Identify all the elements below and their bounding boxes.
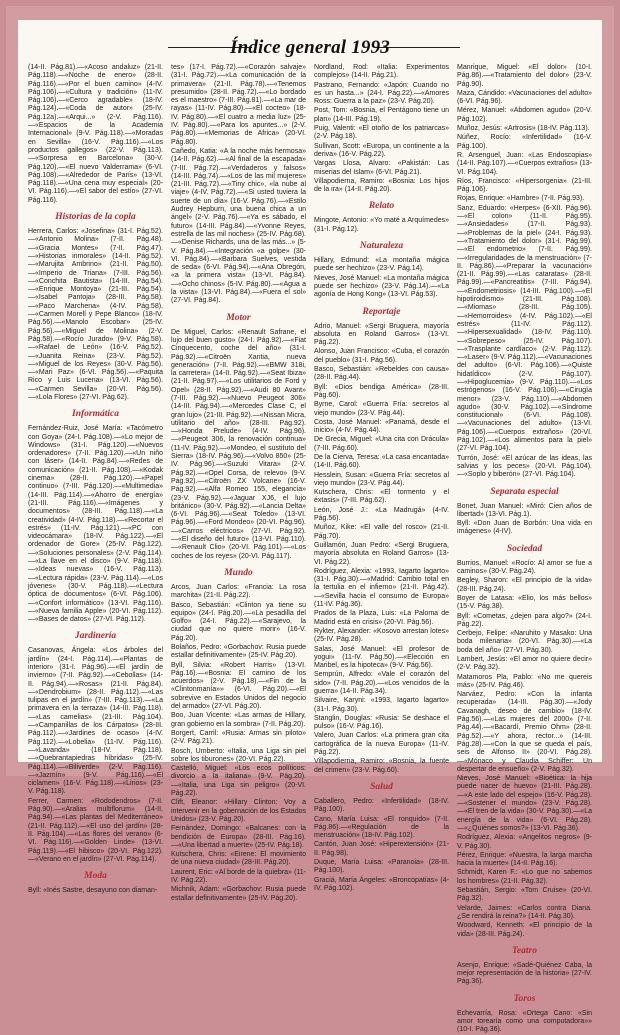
section-heading: Naturaleza bbox=[359, 241, 404, 252]
index-entry: Turrón, José: «El azúcar de las ideas, las salvias y los peces» (20-VI. Pág.104).—«Soplo y biberón» (27-VI. Pág.104). bbox=[457, 454, 592, 479]
section-heading: Jardinería bbox=[74, 631, 117, 642]
section-heading: Reportaje bbox=[362, 306, 401, 317]
index-entry: Pérez, Enrique: «Nuestra, la larga marcha hacia la muerte» (14-II. Pág.16). bbox=[457, 851, 592, 868]
index-entry: Puig, Valenti: «El otoño de los patriarcas» (2-V. Pág.18). bbox=[314, 125, 449, 141]
index-entry: Asenjo, Enrique: «Sadé-Quiénez Caba, la mejor representación de la historia» (27-IV. Pág.36). bbox=[457, 961, 592, 986]
index-entry: Costa, José Manuel: «Panamá, desde el inicio» (4-IV. Pág.44). bbox=[314, 418, 449, 435]
index-entry: Byrne, Carol: «Guerra Fría: secretos al viejo mundo» (23-V. Pág.44). bbox=[314, 401, 449, 417]
index-entry: Castelló, Miguel: «Los ecos políticos: divorcio a la italiana» (9-V. Pág.20).—«Italia, una Liga sin peligro» (20-VI. Pág.22). bbox=[171, 765, 306, 798]
section-heading: Sociedad bbox=[506, 543, 543, 554]
index-entry: Ferrer, Carmen: «Rododendros» (7-II. Pág.90).—«Aralias multiflorum» (14-II. Pág.94).—«Las plantas del Mediterráneo» (21-II. Pág.112).—«El uso del jardín» (28-II. Pág.104).—«Las flores del verano» (6-VI. Pág.116).—«Golden Linde» (13-VI. Pág.119).—«El hibisco» (20-VI. Pág.122).—«Verano en el jardín» (27-VI. Pág.114). bbox=[28, 797, 163, 863]
index-entry: Rodríguez, Alexia: «1993, Iagarto lagarto» (31-I. Pág.30).—«Madrid: Cambio total en la tertulia en el infierno» (21-II. Pág.42).—«Sevilla hacia el consumo de Europa» (11-IV. Pág.36). bbox=[314, 567, 449, 609]
index-entry: Begley, Sharon: «El principio de la vida» (28-III. Pág.24). bbox=[457, 577, 592, 593]
index-entry: Villapodierna, Ramiro: «Bosnia, la fuente del crimen» (23-V. Pág.60). bbox=[314, 758, 449, 774]
index-entry: Woodward, Kenneth: «El principio de la vida» (28-III. Pág.24). bbox=[457, 922, 592, 938]
index-entry: De la Cierva, Teresa: «La casa encantada» (14-II. Pág.60). bbox=[314, 453, 449, 470]
index-entry: Michnik, Adam: «Gorbachov: Rusia puede estallar definitivamente» (25-IV. Pág.20). bbox=[171, 886, 306, 902]
index-entry: Byll: «Cometas, ¿dejen para algo?» (24-I. Pág.22). bbox=[457, 612, 592, 628]
section-heading: Salud bbox=[370, 781, 393, 792]
index-entry: Basco, Sebastián: «Rebeldes con causa» (28-II. Pág.44). bbox=[314, 366, 449, 382]
index-entry: Clift, Eleanor: «Hillary Clinton: Voy a intervenir en la gobernación de los Estados Unidos» (23-V. Pág.20). bbox=[171, 799, 306, 823]
index-entry: Semprún, Alfredo: «Vale el corazón del sido» (7-II. Pág.20).—«Los vencidos de la guerra» (14-II. Pág.34). bbox=[314, 671, 449, 695]
index-entry: De Grecia, Miguel: «Una cita con Drácula» (7-III. Pág.60). bbox=[314, 436, 449, 452]
index-entry: Fernández-Ruiz, José María: «Tacómetro con Goya» (24-I. Pág.108).—«Lo mejor de Windows» (31-I. Pág.120).—«Nuevos ordenadores» (7-II. Pág.120).—«Un niño con láser» (14-II. Pág.84).—«Redes de comunicación» (21-II. Pág.108).—«Kodak cinema» (28-II. Pág.120).—«Papel continuo» (7-III. Pág.120).—«Multimedia» (14-III. Pág.114).—«Ahorro de energía» (21-III. Pág.116).—«Imágenes y documentos» (28-III. Pág.118).—«La creatividad» (4-IV. Pág.118).—«Recortar el estrés» (11-IV. Pág.121).—«PC con videocámara» (18-IV. Pág.122).—«El ordenador de Gore» (25-IV. Pág.122).—«Soluciones personales» (2-V. Pág.114).—«La llave en el disco» (9-V. Pág.118).—«Ideas nuevas» (16-V. Pág.113).—«Lectura rápida» (23-V. Pág.114).—«Los jóvenes» (30-V. Pág.118).—«Lectura óptica de documentos» (6-VI. Pág.106).—«Confort informático» (13-VI. Pág.116).—«Nueva familia Apple» (20-VI. Pág.112).—«Bases de datos» (27-VI. Pág.112). bbox=[28, 425, 163, 624]
index-entry: Herrera, Carlos: «Josefina» (31-I. Pág.52).—«Antonio Molina» (7-II. Pág.48).—«Gracia Montes» (7-II. Pág.47).—«Historias inmorales» (14-II. Pág.52).—«Marujita Ambrino» (21-II. Pág.50).—«Imperio de Triana» (7-III. Pág.56).—«Conchita Bautista» (14-III. Pág.54).—«Enrique Montoya» (21-III. Pág.54).—«Isabel Pantoja» (28-III. Pág.58).—«Paco Marchena» (4-IV. Pág.58).—«Carmen Morell y Pepe Blanco» (18-IV. Pág.56).—«Manolo Escobar» (25-IV. Pág.56).—«Miguel de Molina» (2-V. Pág.58).—«Rocío Jurado» (9-V. Pág.58).—«Rafael de León» (16-V. Pág.52).—«Juanita Reina» (23-V. Pág.52).—«Miguel de los Reyes» (30-V. Pág.56).—«Mari Paz» (6-VI. Pág.56).—«Paquita Rico y Luis Lucena» (13-VI. Pág.56).—«Carmen Sevilla» (20-VI. Pág.56).—«Lola Flores» (27-VI. Pág.62). bbox=[28, 228, 163, 401]
index-entry: Arcos, Juan Carlos: «Francia: La rosa marchita» (21-II. Pág.22). bbox=[171, 583, 306, 600]
index-entry: Sullivan, Scott: «Europa, un continente a la deriva» (16-V. Pág.22). bbox=[314, 142, 449, 158]
index-column-3 bbox=[314, 64, 449, 892]
section-heading: Relato bbox=[368, 201, 395, 212]
index-entry: De Miguel, Carlos: «Renault Safrane, el lujo del buen gusto» (24-I. Pág.92).—«Fiat Cinquecento, coche del año» (31-I. Pág.92).—«Citroën Xantia, nueva generación» (7-II. Pág.92).—«BMW 318i, la carretera» (14-II. Pág.92).—«Seat Ibiza» (21-II. Pág.97).—«Los utilitarios de Ford y Opel» (28-II. Pág.92).—«Audi 80 Avant» (7-III. Pág.92).—«Nuevo Peugeot 306» (14-III. Pág.94).—«Mercedes Clase C, el gran lujo» (21-III. Pág.92).—«Nissan Micra, utilitario del año» (28-III. Pág.92).—«Honda Prelude» (4-IV. Pág.96).—«Peugeot 306, la renovación continua» (11-IV. Pág.92).—«Mondeo, el sustituto del Sierra» (18-IV. Pág.96).—«Volvo 850» (25-IV. Pág.96).—«Suzuki Vitara» (2-V. Pág.92).—«Opel Corsa, de relevo» (9-V. Pág.92).—«Citroën ZX Volcane» (16-V. Pág.92).—«Alfa Romeo 155, elegancia» (23-V. Pág.92).—«Jaguar XJ6, el lujo británico» (30-V. Pág.92).—«Lancia Delta» (6-VI. Pág.96).—«Seat Toledo» (13-VI. Pág.96).—«Ford Mondeo» (20-VI. Pág.96).—«Carros eléctricos» (27-VI. Pág.92).—«El diseño del futuro» (13-VI. Pág.110).—«Renault Clio» (20-VI. Pág.101).—«Los coches de los reyes» (20-VI. Pág.117). bbox=[171, 328, 306, 560]
index-entry: R. Arsenguel, Juan: «Las Endoscopias» (14-II. Pág.107).—«Cuerpos extraños» (13-VI. Pág.104). bbox=[457, 151, 593, 176]
index-entry: Pastrano, Fernando: «Japón: Cuando no es un hasta...» (24-I. Pág.22).—«Amores Ross: Guerra a la paz» (23-V. Pág.20). bbox=[314, 81, 449, 106]
index-entry: Kutschera, Chris: «El tormento y el éxtasis» (7-III. Pág.62). bbox=[314, 489, 449, 505]
index-entry: Graciá, María Ángeles: «Broncopatías» (4-IV. Pág.102). bbox=[314, 876, 449, 892]
index-entry: Velarde, Jaimes: «Carlos contra Diana. ¿Se rendirá la reina?» (14-II. Pág.30). bbox=[457, 904, 592, 920]
index-entry: Casanovas, Ángela: «Los árboles del jardín» (24-I. Pág.114).—«Plantas de interior» (31-I. Pág.96).—«El jardín de invierno» (7-II. Pág.92).—«Cebollas» (14-II. Pág.94).—«Rosas» (21-II. Pág.84).—«Dendrobium» (28-II. Pág.112).—«Las tulipas en el jardín» (7-III. Pág.113).—«La primavera en la terraza» (14-III. Pág.118).—«Las camelias» (21-III. Pág.104).—«Campanillas de los Cárpatos» (28-III. Pág.112).—«Jardines de ocaso» (4-IV. Pág.112).—«Lobelia» (11-IV. Pág.116).—«Lavanda» (18-IV. Pág.118).—«Quebrantapiedras híbridas» (25-IV. Pág.114).—«Biliverde» (2-V. Pág.116).—«Jazmín» (9-V. Pág.116).—«El ciclamen» (16-V. Pág.118).—«Lirios» (23-V. Pág.118). bbox=[28, 647, 163, 796]
index-entry: (14-II. Pág.81).—«Acoso andaluz» (21-II. Pág.118).—«Noche de enero» (28-II. Pág.116).—«Por el buen camino» (4-IV. Pág.106).—«Cultura y tradición» (11-IV. Pág.106).—«Cerco agradable» (18-IV. Pág.124).—«Coda de autor» (25-IV. Pág.12a).—«Arqui...» (2-V. Pág.116).—«Espacios de la Academia Internacional» (9-V. Pág.118).—«Moradas en Sevilla» (16-V. Pág.116).—«Los productos gallegos» (22-V. Pág.113).—«Sorpresa en Barcelona» (30-V. Pág.120).—«El nuevo Valderrama» (6-VI. Pág.108).—«Alrededor de París» (13-VI. Pág.118).—«Una cena muy especial» (20-VI. Pág.116).—«El sabor del estío» (27-VI. Pág.116). bbox=[28, 64, 163, 204]
index-entry: Ríos, Francisco: «Hipersorgenia» (21-III. Pág.106). bbox=[457, 177, 592, 194]
index-entry: Nieves, José Manuel: «La montaña mágica puede ser hechizo» (23-V. Pág.14).—«La agonía de Hong Kong» (13-VI. Pág.53). bbox=[314, 274, 449, 299]
index-entry: Byll, Silvia: «Robert Harris» (13-VI. Pág.16).—«Bosnia: El camino de los acuerdos» (2-V. Pág.18).—«Fin de la «Clintonmanía»» (6-VI. Pág.20).—«El sobrevive en Estados Unidos del negocio del armado» (27-VI. Pág.20). bbox=[171, 661, 306, 711]
index-entry: Villapodierna, Ramiro: «Bosnia: Los hijos de la ira» (14-II. Pág.20). bbox=[314, 177, 449, 194]
index-entry: Bonet, Juan Manuel: «Miró: Cien años de libertad» (13-VI. Pág.1). bbox=[457, 502, 592, 518]
index-entry: Cano, María Luisa: «El ronquido» (7-II. Pág.86).—«Regulación de la menstruación» (18-IV. Pág.102). bbox=[314, 815, 449, 840]
index-entry: Manrique, Miguel: «El dolor» (10-I. Pág.86).—«Tratamiento del dolor» (23-V. Pág.90). bbox=[457, 64, 592, 88]
section-heading: Separata especial bbox=[490, 486, 559, 497]
index-columns bbox=[28, 64, 594, 1034]
index-entry: Cantón, Juan José: «Hiperextensión» (21-II. Pág.98). bbox=[314, 841, 449, 857]
index-entry: Fernández, Domingo: «Balcanes: con la bendición de Europa» (28-III. Pág.16).—«Una libertad a muerte» (25-IV. Pág.18). bbox=[171, 825, 306, 849]
index-entry: Muñoz, Jesús: «Artrosis» (18-IV. Pág.113). bbox=[457, 125, 590, 133]
index-entry: Nieves, José Manuel: «Bioética: la hija puede nacer de huevo» (21-III. Pág.28).—«A este lado del espejo» (16-V. Pág.28).—«Sostener el mundo» (23-V. Pág.28).—«El tren de la vida» (30-V. Pág.30).—«La energía de la vida» (6-VI. Pág.28).—«¿Quiénes somos?» (13-VI. Pág.36). bbox=[457, 775, 592, 832]
index-entry: Cerbejo, Felipe: «Naruhito y Masako: Una boda milenaria» (20-VI. Pág.30).—«La boda del año» (27-VI. Pág.30). bbox=[457, 630, 592, 654]
index-entry: Schmidt, Karen F.: «Lo que no sabemos los hombres» (21-II. Pág.32). bbox=[457, 869, 592, 885]
index-entry: Mingote, Antonio: «Yo maté a Arquímedes» (31-I. Pág.12). bbox=[314, 217, 449, 233]
index-entry: Rodríguez, Alexia: «Angelitos negros» (9-V. Pág.30). bbox=[457, 834, 592, 850]
index-entry: Lambert, Jesús: «El amor no quiere decir» (2-V. Pág.32). bbox=[457, 656, 592, 672]
index-entry: Hillary, Edmund: «La montaña mágica puede ser hechizo» (23-V. Pág.14). bbox=[314, 257, 449, 273]
index-entry: Boyer de Latasa: «Elio, los más bellos» (15-V. Pág.38). bbox=[457, 594, 592, 611]
index-entry: Rojas, Enrique: «Hambre» (7-II. Pág.93). bbox=[457, 195, 585, 203]
index-entry: Valero, Juan Carlos: «La primera gran cita cartográfica de la nueva Europa» (11-IV. Pág.22). bbox=[314, 732, 449, 757]
index-column-1 bbox=[28, 64, 163, 895]
index-entry: Boo, Juan Vicente: «Las armas de Hillary, gran gobierno en la sombra» (7-II. Pág.20). bbox=[171, 712, 306, 728]
index-entry: Post, Tom: «Bosnia, el Pentágono tiene un plan» (14-III. Pág.19). bbox=[314, 107, 449, 123]
index-entry: Guillamón, Juan Pedro: «Sergi Bruguera, mayoría absoluta en Roland Garros» (13-VI. Pág.22). bbox=[314, 541, 449, 566]
index-entry: Cañedo, Katia: «A la noche más hermosa» (14-II. Pág.62).—«Al final de la escapada» (7-III. Pág.72).—«Verdaderos y falsos» (14-III. Pág.74).—«Los de las mil mujeres» (21-III. Pág.72).—«Tiny chic», «la nube al viaje» (4-IV. Pág.72).—«Si usted tuviera la suerte de un día» (16-V. Pág.76).—«Estilo Audrey Hepburn, una buena chica a un ángel» (2-V. Pág.76).—«Ya es sábado, el futuro» (14-III. Pág.84).—«Yvonne Reyes, estrella de las mil noches» (25-IV. Pág.68).—«Denise Richards, una de las más...» (5-V. Pág.84).—«Integración «a golpe» (30-VI. Pág.84).—«Barbara Suelves, vestida de seda» (6-VI. Pág.94).—«Ana Obregón, «a la primera vista» (13-VI. Pág.84).—«Ocho chinos» (5-IV. Pág.80).—«Agua a la vista» (13-VI. Pág.84).—«Fuera el sol» (27-VI. Pág.84). bbox=[171, 147, 306, 305]
index-entry: Caballero, Pedro: «Infertilidad» (18-IV. Pág.100). bbox=[314, 797, 449, 814]
index-entry: Byll: «Don Juan de Borbón: Una vida en imágenes» (4-IV). bbox=[457, 520, 592, 536]
index-entry: Bosch, Umberto: «Italia, una Liga sin piel sobre los tiburones» (20-VI. Pág.22). bbox=[171, 747, 306, 763]
index-column-2 bbox=[171, 64, 307, 902]
section-heading: Toros bbox=[513, 993, 536, 1004]
index-entry: Bolaños, Pedro: «Gorbachov: Rusia puede estallar definitivamente» (25-IV. Pág.20). bbox=[171, 644, 306, 660]
index-entry: Nordland, Rod: «Italia: Experimentos complejos» (14-II. Pág.21). bbox=[314, 64, 449, 80]
index-entry: Maza, Cándido: «Vacunaciones del adulto» (6-VI. Pág.96). bbox=[457, 89, 592, 106]
index-entry: Burrios, Manuel: «Rocío: Al amor se fue a caminos» (30-V. Pág.24). bbox=[457, 559, 592, 576]
section-heading: Teatro bbox=[512, 945, 537, 956]
index-entry: Vargas Llosa, Alvaro: «Pakistán: Las miserias del Islam» (6-VI. Pág.21). bbox=[314, 160, 449, 176]
index-entry: Prados de la Plaza, Luis: «La Paloma de Madrid está en crisis» (20-VI. Pág.56). bbox=[314, 610, 449, 626]
page-title: Índice general 1993 bbox=[229, 37, 390, 58]
index-entry: Echevarría, Rosa: «Ortega Cano: «Sin amor torearía como una computadora»» (10-I. Pág.36). bbox=[457, 1009, 592, 1034]
index-entry: Stanglin, Douglas: «Rusia: Se deshace el pulso» (16-V. Pág.16). bbox=[314, 714, 449, 731]
index-entry: Muñoz, Kike: «El valle del rosco» (21-II. Pág.70). bbox=[314, 524, 449, 540]
section-heading: Historias de la copla bbox=[55, 212, 136, 223]
section-heading: Informática bbox=[72, 409, 119, 420]
index-entry: Sebastián, Sergio: «Tom Cruise» (20-VI. Pág.32). bbox=[457, 887, 592, 903]
index-entry: Hesslein, Susan: «Guerra Fría: secretos al viejo mundo» (23-V. Pág.44). bbox=[314, 471, 449, 487]
index-entry: Byll: «Inés Sastre, desayuno con diaman- bbox=[28, 887, 158, 895]
index-entry: Laurent, Eric: «Al borde de la quiebra» (11-IV. Pág.22). bbox=[171, 868, 306, 885]
index-entry: Silvaire, Karyni: «1993, Iagarto lagarto» (31-I. Pág.30). bbox=[314, 697, 449, 713]
index-entry: Núñez, Rocío: «Infertilidad» (16-V. Pág.100). bbox=[457, 134, 592, 150]
index-entry: León, José J.: «La Madrugá» (4-IV. Pág.56). bbox=[314, 506, 449, 523]
section-heading: Moda bbox=[84, 871, 107, 882]
index-page bbox=[18, 20, 602, 1034]
section-heading: Mundo bbox=[224, 567, 253, 578]
index-entry: Mérez, Manuel: «Abdomen agudo» (20-V. Pág.102). bbox=[457, 107, 592, 123]
index-entry: Duque, María Luisa: «Paranoia» (28-III. Pág.100). bbox=[314, 859, 449, 875]
index-column-4 bbox=[457, 64, 593, 1034]
index-entry: Byll: «Dios bendiga América» (28-III. Pág.60). bbox=[314, 383, 449, 399]
index-entry: Matamoros Pla, Pablo: «No me quereis más» (25-IV. Pág.46). bbox=[457, 673, 592, 689]
index-entry: Alonso, Juan Francisco: «Cuba, el corazón del pueblo» (31-I. Pág.56). bbox=[314, 348, 449, 364]
index-entry: Adrio, Manuel: «Sergi Bruguera, mayoría absoluta en Roland Garros» (13-VI. Pág.22). bbox=[314, 322, 449, 347]
index-entry: Basco, Sebastián: «Clinton ya tiene su equipo» (24-I. Pág.20).—«La pesadilla del Golfo» (24-I. Pág.22).—«Sarajevo, la ciudad que no quiere morir» (16-V. Pág.20). bbox=[171, 601, 306, 642]
index-entry: Borgert, Carril: «Rusia: Armas sin piloto» (2-V. Pág.21). bbox=[171, 729, 306, 746]
index-entry: Rykter, Alexander: «Kosovo arrestan lotes» (25-IV. Pág.28). bbox=[314, 627, 449, 644]
index-entry: Sanz, Eduardo: «Herpes» (6-XII. Pág.96).—«El colon» (11-II. Pág.95).—«Ansiedades» (17-II. Pág.93).—«Problemas de la piel» (24-I. Pág.93).—«Tratamiento del dolor» (31-I. Pág.99).—«El endometrio» (7-II. Pág.99).—«Irregularidades de la menstruación» (7-II. Pág.86).—«Preparar la vacunación» (21-II. Pág.99).—«Las cataratas» (28-II. Pág.99).—«Pancreatitis» (7-III. Pág.94).—«Endometriosis» (14-III. Pág.100).—«El hipotiroidismo» (21-III. Pág.108).—«Miomas» (28-III. Pág.105).—«Hemorroides» (4-IV. Pág.102).—«El estrés» (11-IV. Pág.112).—«Hipersexualidad» (18-IV. Pág.110).—«Sobrepeso» (25-IV. Pág.107).—«Trasplante cardíaco» (2-V. Pág.112).—«Laser» (9-V. Pág.112).—«Vacunaciones del adulto» (6-VI. Pág.106).—«Quiste hidatídico» (2-V. Pág.107).—«Hipoglucemia» (9-V. Pág.110).—«Los estrógenos» (16-V. Pág.106).—«Cirugía menor» (23-V. Pág.110).—«Abdomen agudo» (30-V. Pág.102).—«Síndrome constitucional» (6-VI. Pág.108).—«Vacunaciones del adulto» (13-VI. Pág.106).—«Cuerpos extraños» (20-VI. Pág.102).—«Los alimentos para la piel» (27-VI. Pág.104). bbox=[457, 204, 592, 453]
index-entry: Kutschera, Chris: «Eirene: El movimiento de una nueva ciudad» (28-III. Pág.20). bbox=[171, 851, 306, 867]
index-entry: tes» (17-I. Pág.72).—«Corazón salvaje» (31-I. Pág.72).—«La comunicación de la primavera» (21-II. Pág.78).—«Tenemos presumido» (28-II. Pág.72).—«Lo bordado es el maestro» (7-III. Pág.81).—«La mar de rayas» (11-IV. Pág.80).—«El cocteo» (18-IV. Pág.80).—«El cuatro a media luz» (25-IV. Pág.80).—«Para los apuntes...» (2-V. Pág.80).—«Memorias de Africa» (20-VI. Pág.80). bbox=[171, 64, 307, 146]
index-entry: Narváez, Pedro: «Con la infanta recuperada» (14-III. Pág.30).—«Jody Cavanagh, deseo de cambio» (18-IV. Pág.56).—«Las mujeres del 2000» (7-II. Pág.44).—«Bacardí, Premio Ohm» (28-II. Pág.52).—«Y ahora, rector...» (14-III. Pág.28).—«Con la que se queda el país, seis de Alfonso II» (20-VI. Pág.28).—«Mónaco y Claudia Schiffer: Un despertar de ensueño» (2-V. Pág.32). bbox=[457, 691, 592, 773]
index-entry: Salas, José Manuel: «El profesor de yogui» (11-IV. Pág.50).—«Elección en Maribel, es la hipoteca» (9-V. Pág.56). bbox=[314, 645, 449, 670]
section-heading: Motor bbox=[226, 312, 251, 323]
